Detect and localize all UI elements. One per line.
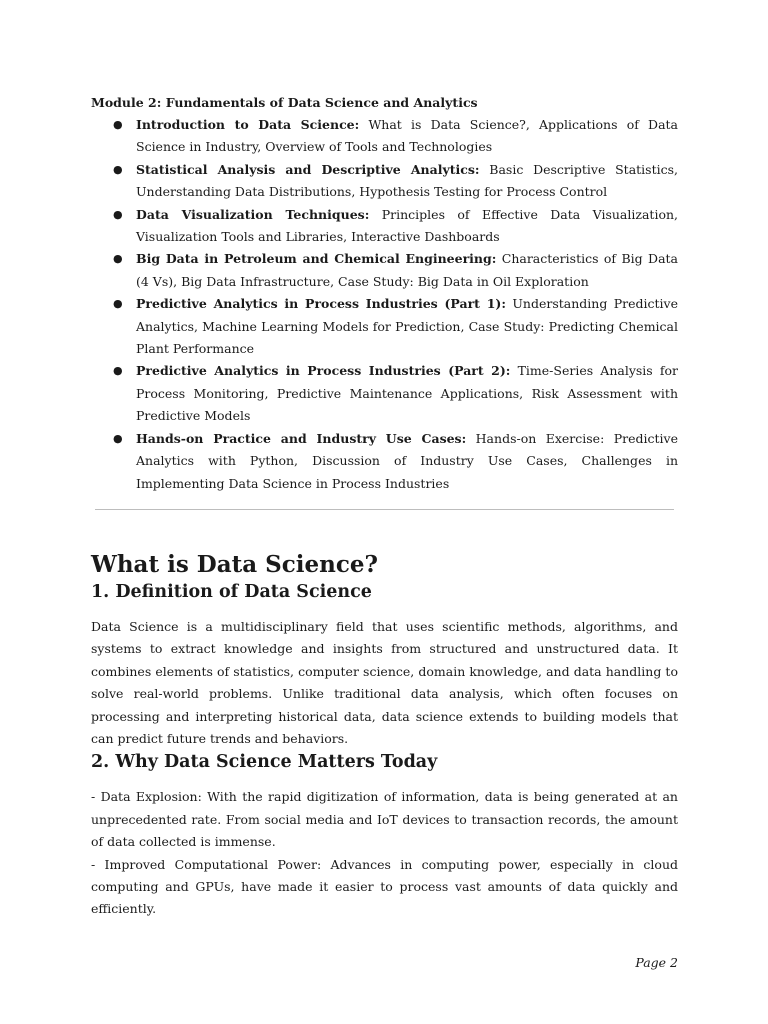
list-item (91, 159, 678, 204)
module-topic-list (91, 114, 678, 495)
document-page (91, 92, 678, 921)
paragraph-computational-power: - Improved Computational Power: Advances in computing power, especially in cloud computing and GPUs, have made it easier to process vast amounts of data quickly and efficiently. (91, 856, 678, 917)
list-item-text: Basic Descriptive Statistics, Understanding Data Distributions, Hypothesis Testing for Process Control (136, 161, 678, 200)
list-item (91, 428, 678, 495)
bullet-icon: ● (113, 297, 123, 311)
bullet-icon: ● (113, 364, 123, 378)
list-item-text: Understanding Predictive Analytics, Machine Learning Models for Prediction, Case Study: Predicting Chemical Plant Performance (136, 296, 678, 357)
section-heading-definition: 1. Definition of Data Science (91, 581, 372, 602)
module-title: Module 2: Fundamentals of Data Science and Analytics (91, 95, 478, 110)
bullet-icon: ● (113, 162, 123, 176)
list-item-label: Hands-on Practice and Industry Use Cases: (136, 430, 467, 446)
paragraph-definition: Data Science is a multidisciplinary field that uses scientific methods, algorithms, and systems to extract knowledge and insights from structured and unstructured data. It combines elements of statistics, computer science, domain knowledge, and data handling to solve real-world problems. Unlike traditional data analysis, which often focuses on processing and interpreting historical data, data science extends to building models that can predict future trends and behaviors. (91, 618, 678, 746)
list-item (91, 293, 678, 360)
section-divider (95, 509, 674, 510)
list-item-text: Principles of Effective Data Visualization, Visualization Tools and Libraries, Interactive Dashboards (136, 206, 678, 245)
list-item-label: Predictive Analytics in Process Industries (Part 2): (136, 363, 511, 379)
list-item-label: Statistical Analysis and Descriptive Analytics: (136, 161, 480, 177)
list-item-text: Time-Series Analysis for Process Monitoring, Predictive Maintenance Applications, Risk Assessment with Predictive Models (136, 363, 678, 424)
list-item-label: Big Data in Petroleum and Chemical Engineering: (136, 251, 497, 267)
page-number: Page 2 (635, 955, 678, 970)
bullet-icon: ● (113, 207, 123, 221)
list-item (91, 360, 678, 427)
bullet-icon: ● (113, 252, 123, 266)
list-item-text: What is Data Science?, Applications of Data Science in Industry, Overview of Tools and Technologies (136, 117, 679, 155)
bullet-icon: ● (113, 118, 123, 131)
list-item-label: Predictive Analytics in Process Industries (Part 1): (136, 296, 506, 312)
bullet-icon: ● (113, 431, 123, 445)
page-title: What is Data Science? (91, 550, 378, 578)
list-item-text: Hands-on Exercise: Predictive Analytics with Python, Discussion of Industry Use Cases, Challenges in Implementing Data Science in Process Industries (136, 430, 678, 491)
list-item (91, 204, 678, 249)
section-heading-why: 2. Why Data Science Matters Today (91, 752, 438, 773)
list-item (91, 114, 678, 159)
list-item-label: Introduction to Data Science: (136, 117, 360, 132)
list-item-text: Characteristics of Big Data (4 Vs), Big Data Infrastructure, Case Study: Big Data in Oil Exploration (136, 251, 678, 289)
list-item (91, 248, 678, 293)
list-item-label: Data Visualization Techniques: (136, 206, 370, 222)
paragraph-data-explosion: - Data Explosion: With the rapid digitization of information, data is being generated at an unprecedented rate. From social media and IoT devices to transaction records, the amount of data collected is immense. (91, 789, 678, 850)
